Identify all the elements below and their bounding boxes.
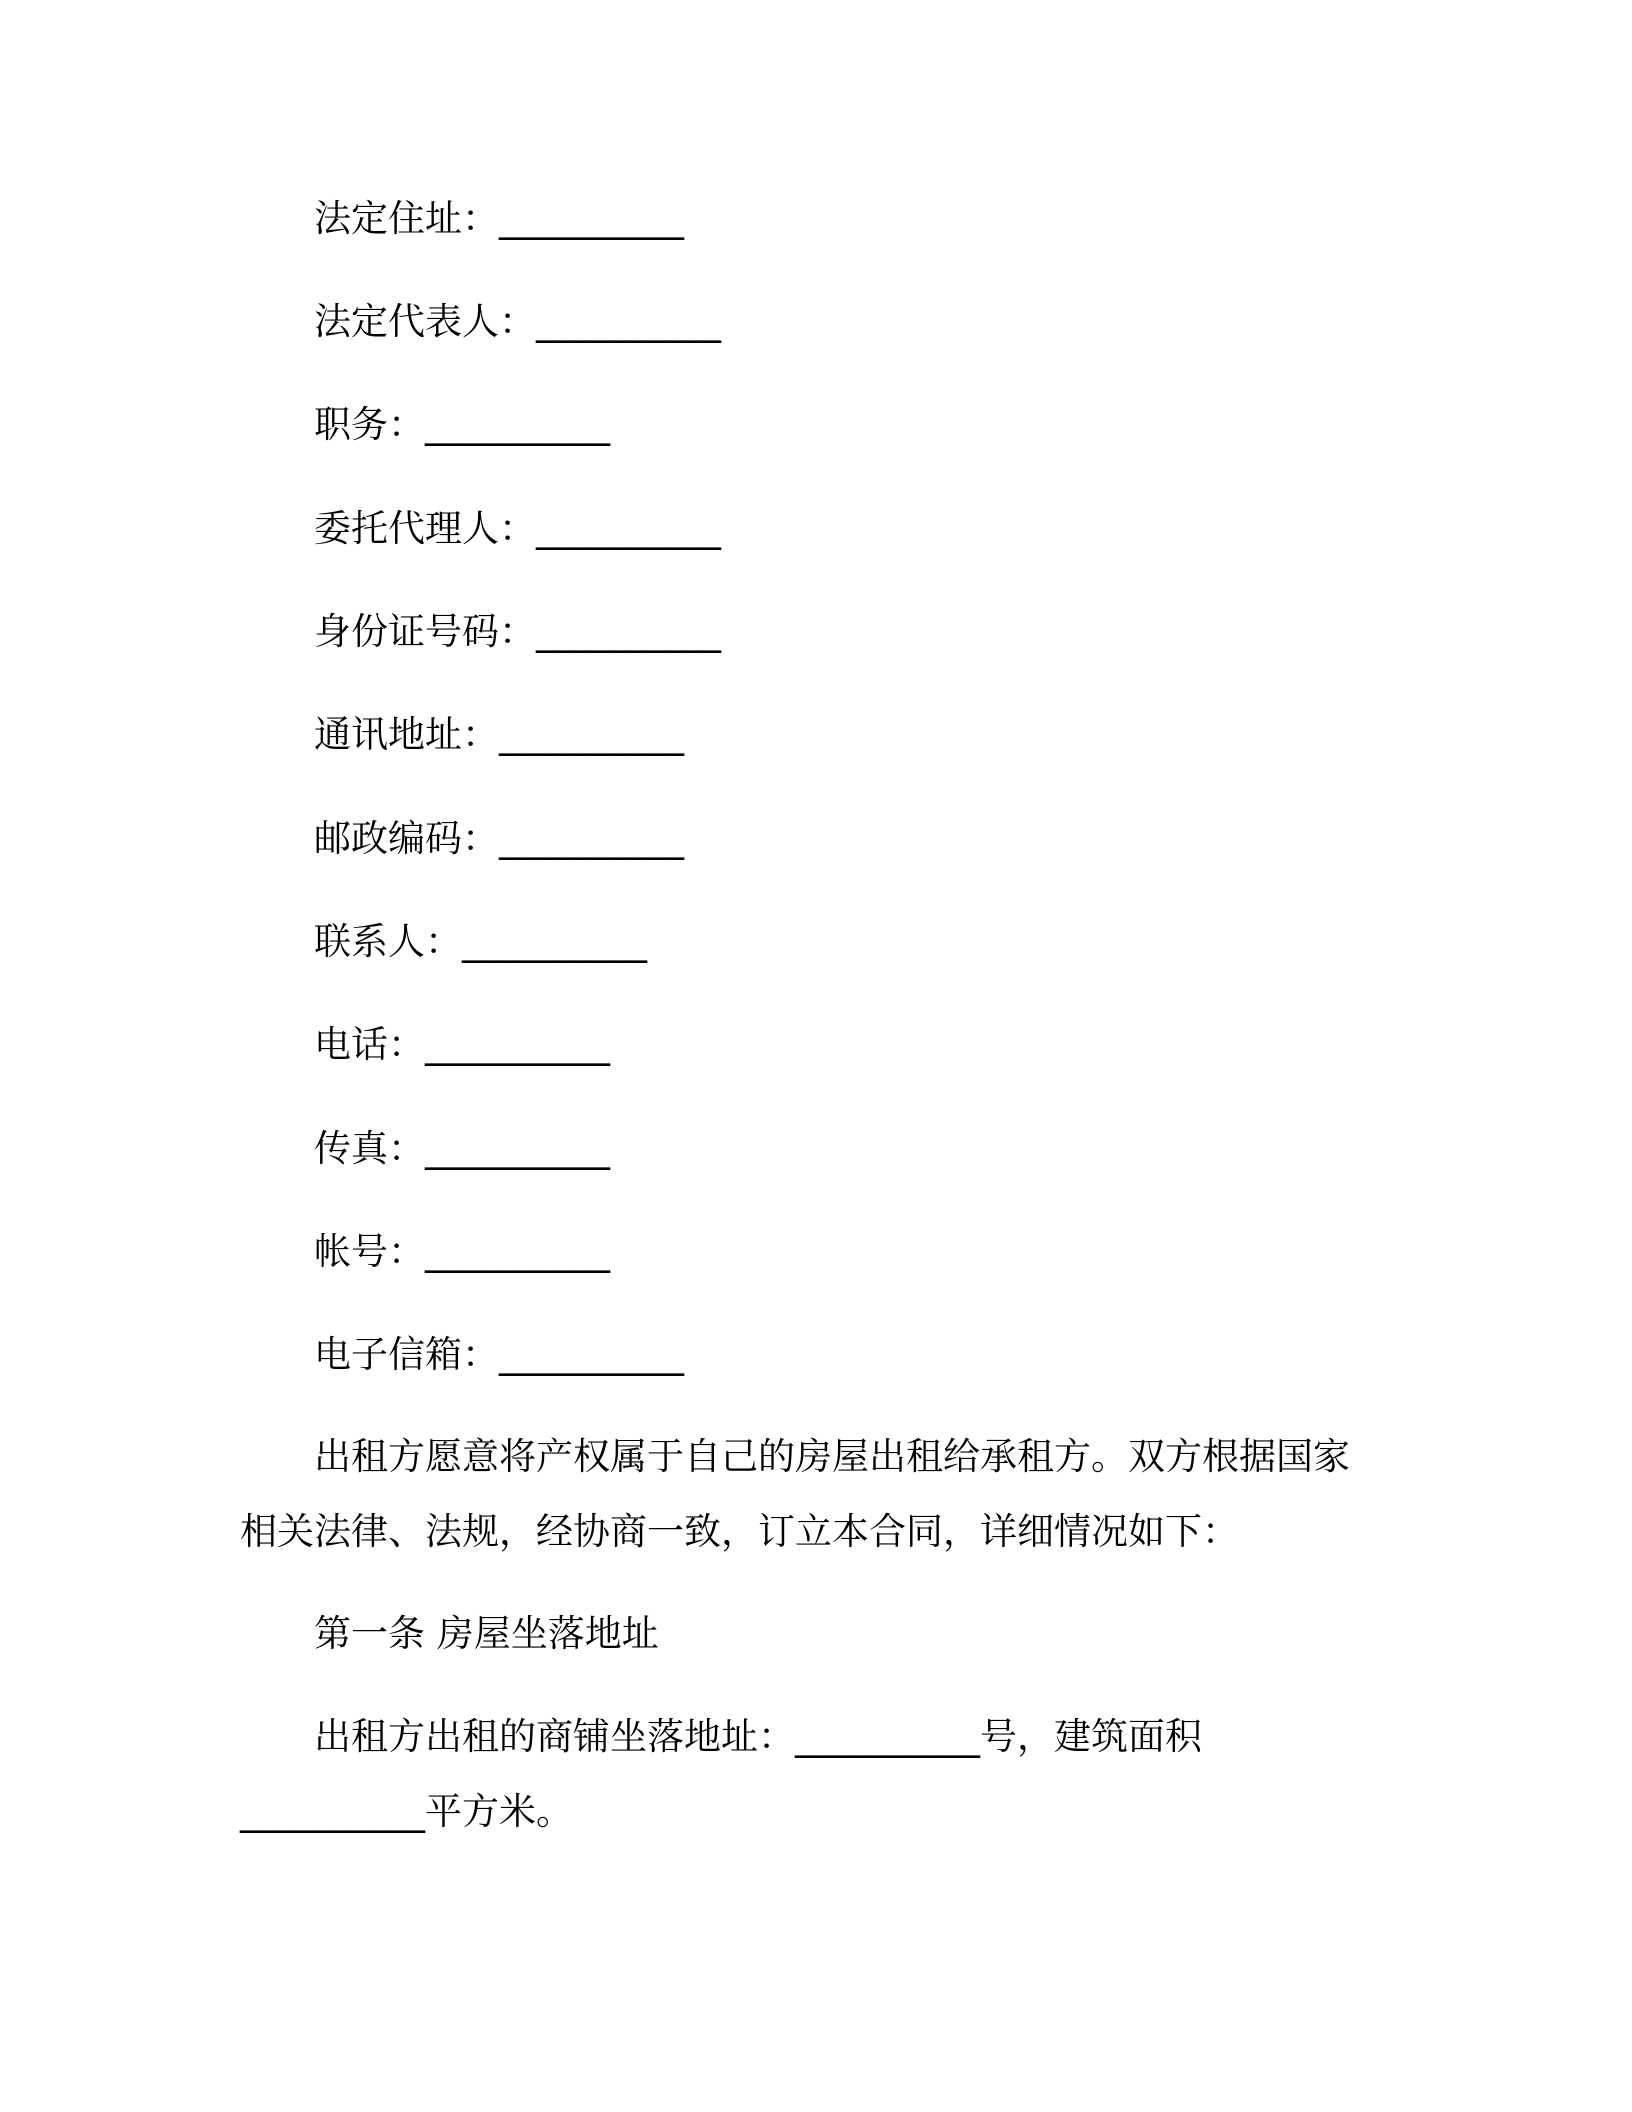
field-legal-address: [314, 194, 684, 244]
field-label: 电话：: [314, 1023, 425, 1066]
field-account: [314, 1227, 610, 1277]
article-1-unit: 平方米。: [425, 1790, 573, 1833]
field-position: [314, 400, 610, 450]
field-mailing-address: [314, 710, 684, 760]
field-blank: __________: [425, 403, 610, 446]
field-blank: __________: [499, 817, 684, 860]
field-postal-code: [314, 814, 684, 864]
field-contact-person: [314, 917, 647, 967]
field-blank: __________: [425, 1230, 610, 1273]
field-label: 电子信箱：: [314, 1333, 499, 1376]
field-email: [314, 1330, 684, 1380]
article-1-line-1: [314, 1712, 1202, 1762]
field-label: 法定代表人：: [314, 300, 536, 343]
field-label: 联系人：: [314, 920, 462, 963]
field-label: 传真：: [314, 1127, 425, 1170]
field-blank: __________: [499, 1333, 684, 1376]
article-1-address-label: 出租方出租的商铺坐落地址：: [314, 1715, 795, 1758]
field-label: 通讯地址：: [314, 713, 499, 756]
field-blank: __________: [536, 610, 721, 653]
field-blank: __________: [499, 713, 684, 756]
field-label: 法定住址：: [314, 197, 499, 240]
field-label: 邮政编码：: [314, 817, 499, 860]
article-1-heading: 第一条 房屋坐落地址: [314, 1612, 659, 1655]
field-id-number: [314, 607, 721, 657]
field-blank: __________: [462, 920, 647, 963]
intro-paragraph-line-1: 出租方愿意将产权属于自己的房屋出租给承租方。双方根据国家: [314, 1435, 1350, 1478]
field-label: 职务：: [314, 403, 425, 446]
article-1-area-label: 号，建筑面积: [980, 1715, 1202, 1758]
field-agent: [314, 504, 721, 554]
field-blank: __________: [425, 1023, 610, 1066]
field-fax: [314, 1124, 610, 1174]
field-phone: [314, 1020, 610, 1070]
field-blank: __________: [536, 507, 721, 550]
field-legal-representative: [314, 297, 721, 347]
field-blank: __________: [795, 1715, 980, 1758]
field-blank: __________: [425, 1127, 610, 1170]
field-blank: __________: [240, 1790, 425, 1833]
article-1-line-2: [240, 1787, 573, 1837]
field-blank: __________: [536, 300, 721, 343]
field-label: 帐号：: [314, 1230, 425, 1273]
field-blank: __________: [499, 197, 684, 240]
field-label: 身份证号码：: [314, 610, 536, 653]
intro-paragraph-line-2: 相关法律、法规，经协商一致，订立本合同，详细情况如下：: [240, 1510, 1239, 1553]
field-label: 委托代理人：: [314, 507, 536, 550]
